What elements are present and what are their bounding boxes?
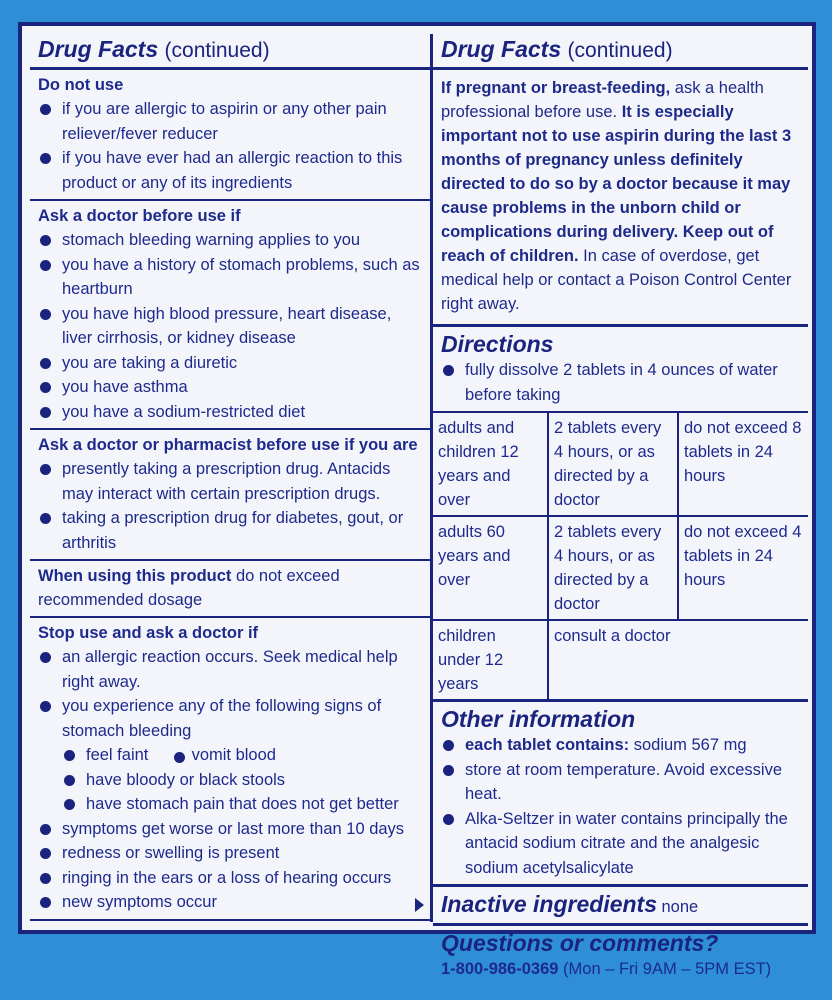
- table-row: [433, 516, 808, 620]
- tablet-contains-value: sodium 567 mg: [633, 736, 747, 754]
- directions-title: Directions: [441, 331, 554, 357]
- table-cell: do not exceed 4 tablets in 24 hours: [678, 516, 808, 620]
- list-item: an allergic reaction occurs. Seek medical help right away.: [38, 645, 422, 694]
- list-item: you have a history of stomach problems, such as heartburn: [38, 253, 422, 302]
- table-row: [433, 620, 808, 699]
- keep-out-heading: Keep out of reach of children.: [441, 223, 774, 265]
- left-panel-title: [30, 34, 430, 70]
- other-info-title: Other information: [441, 706, 636, 732]
- questions-section: [433, 926, 808, 985]
- bullet-icon: [174, 752, 185, 763]
- table-cell: 2 tablets every 4 hours, or as directed by a doctor: [548, 516, 678, 620]
- table-cell: adults and children 12 years and over: [433, 412, 548, 516]
- right-panel-title: [433, 34, 808, 70]
- list-item: fully dissolve 2 tablets in 4 ounces of water before taking: [441, 358, 802, 407]
- directions-table: [433, 411, 808, 699]
- list-item: stomach bleeding warning applies to you: [38, 228, 422, 253]
- list-item: redness or swelling is present: [38, 841, 422, 866]
- list-item: you have a sodium-restricted diet: [38, 400, 422, 425]
- list-item: you experience any of the following signs of stomach bleeding: [38, 694, 422, 743]
- phone-number: 1-800-986-0369: [441, 960, 559, 978]
- pregnant-heading: If pregnant or breast-feeding,: [441, 79, 671, 97]
- when-using-section: [30, 561, 430, 618]
- questions-title: Questions or comments?: [441, 930, 719, 956]
- list-item-sub: have stomach pain that does not get better: [38, 792, 422, 817]
- do-not-use-section: [30, 70, 430, 201]
- directions-section: [433, 327, 808, 702]
- table-cell: adults 60 years and over: [433, 516, 548, 620]
- right-column: [430, 34, 808, 978]
- drug-facts-label: [18, 22, 816, 978]
- left-title: Drug Facts: [38, 36, 159, 62]
- list-item-sub: have bloody or black stools: [38, 768, 422, 793]
- sub-item-faint: feel faint: [86, 746, 149, 764]
- ask-doctor-heading: Ask a doctor before use if: [38, 207, 241, 225]
- when-using-text: do not exceed recommended dosage: [38, 567, 340, 609]
- right-title-sub: (continued): [567, 39, 673, 62]
- list-item: symptoms get worse or last more than 10 days: [38, 817, 422, 842]
- inactive-section: [433, 887, 808, 926]
- other-info-section: [433, 702, 808, 887]
- do-not-use-heading: Do not use: [38, 76, 124, 94]
- list-item: you have high blood pressure, heart disease, liver cirrhosis, or kidney disease: [38, 302, 422, 351]
- sub-item-vomit-wrap: [172, 746, 276, 764]
- pregnant-warning: It is especially important not to use aspirin during the last 3 months of pregnancy unless definitely directed to do so by a doctor because it may cause problems in the unborn child or complications during delivery.: [441, 103, 792, 241]
- continue-arrow-icon: [415, 898, 424, 912]
- keep-out-text: In case of overdose, get medical help or contact a Poison Control Center right away.: [441, 247, 792, 313]
- left-column: [30, 34, 430, 922]
- table-cell: children under 12 years: [433, 620, 548, 699]
- right-title: Drug Facts: [441, 36, 562, 62]
- when-using-heading: When using this product: [38, 567, 232, 585]
- ask-doctor-section: [30, 201, 430, 430]
- inactive-title: Inactive ingredients: [441, 891, 658, 917]
- list-item: presently taking a prescription drug. Antacids may interact with certain prescription drugs.: [38, 457, 422, 506]
- list-item-sub: [38, 743, 422, 768]
- list-item: Alka-Seltzer in water contains principally the antacid sodium citrate and the analgesic sodium acetylsalicylate: [441, 807, 800, 881]
- list-item: you are taking a diuretic: [38, 351, 422, 376]
- table-cell: 2 tablets every 4 hours, or as directed by a doctor: [548, 412, 678, 516]
- table-row: [433, 412, 808, 516]
- list-item: taking a prescription drug for diabetes, gout, or arthritis: [38, 506, 422, 555]
- stop-use-heading: Stop use and ask a doctor if: [38, 624, 259, 642]
- sub-item-vomit: vomit blood: [191, 746, 276, 764]
- list-item: if you are allergic to aspirin or any other pain reliever/fever reducer: [38, 97, 422, 146]
- list-item: [441, 733, 800, 758]
- tablet-contains-label: each tablet contains:: [465, 736, 630, 754]
- inactive-text: none: [661, 898, 699, 916]
- list-item: you have asthma: [38, 375, 422, 400]
- pregnant-text: ask a health professional before use.: [441, 79, 764, 121]
- phone-hours: (Mon – Fri 9AM – 5PM EST): [563, 960, 772, 978]
- list-item: ringing in the ears or a loss of hearing occurs: [38, 866, 422, 891]
- table-cell: consult a doctor: [548, 620, 808, 699]
- ask-pharmacist-section: [30, 430, 430, 561]
- list-item: if you have ever had an allergic reaction to this product or any of its ingredients: [38, 146, 422, 195]
- list-item: store at room temperature. Avoid excessive heat.: [441, 758, 800, 807]
- table-cell: do not exceed 8 tablets in 24 hours: [678, 412, 808, 516]
- ask-pharmacist-heading: Ask a doctor or pharmacist before use if you are: [38, 436, 418, 454]
- list-item: new symptoms occur: [38, 890, 422, 915]
- pregnant-section: [433, 70, 808, 327]
- stop-use-section: [30, 618, 430, 921]
- left-title-sub: (continued): [164, 39, 270, 62]
